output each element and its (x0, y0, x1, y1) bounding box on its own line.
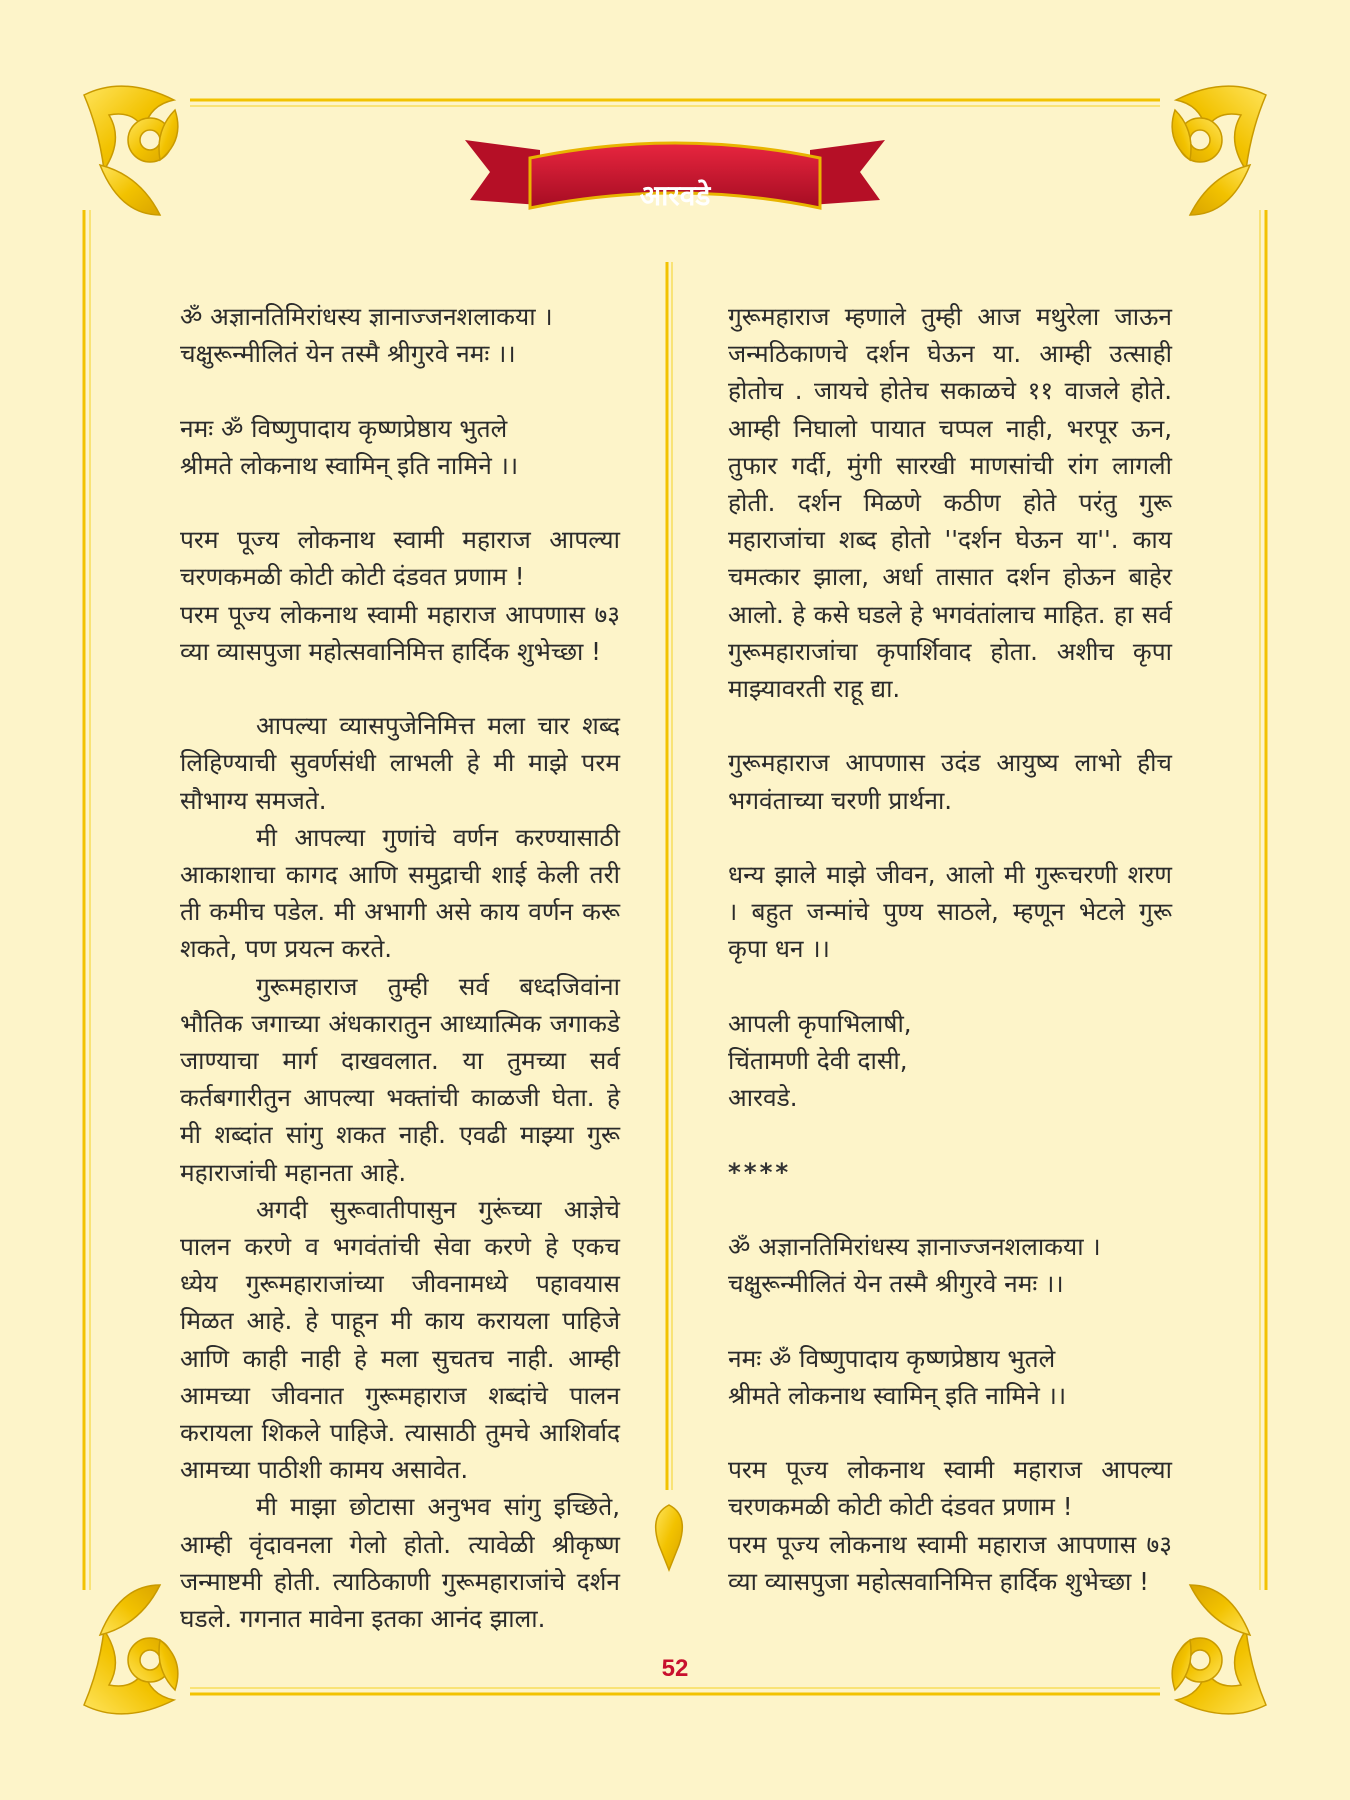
mantra-line: चक्षुरून्मीलितं येन तस्मै श्रीगुरवे नमः ।। (180, 339, 516, 369)
left-column (180, 298, 620, 1637)
signoff-line: चिंतामणी देवी दासी, (728, 1046, 908, 1076)
corner-ornament-bottom-right (1172, 1585, 1266, 1714)
greeting-paragraph: परम पूज्य लोकनाथ स्वामी महाराज आपणास ७३ व्या व्यासपुजा महोत्सवानिमित्त हार्दिक शुभेच्छा ! (180, 599, 620, 666)
body-paragraph: मी आपल्या गुणांचे वर्णन करण्यासाठी आकाशाचा कागद आणि समुद्राची शाई केली तरी ती कमीच पडेल. मी अभागी असे काय वर्णन करू शकते, पण प्रयत्न करते. (180, 822, 620, 964)
body-paragraph: गुरूमहाराज आपणास उदंड आयुष्य लाभो हीच भगवंताच्या चरणी प्रार्थना. (728, 748, 1172, 815)
corner-ornament-top-right (1172, 86, 1266, 215)
greeting-paragraph: परम पूज्य लोकनाथ स्वामी महाराज आपणास ७३ व्या व्यासपुजा महोत्सवानिमित्त हार्दिक शुभेच्छा ! (728, 1529, 1172, 1596)
body-paragraph: गुरूमहाराज तुम्ही सर्व बध्दजिवांना भौतिक जगाच्या अंधकारातुन आध्यात्मिक जगाकडे जाण्याचा मार्ग दाखवलात. या तुमच्या सर्व कर्तबगारीतुन आपल्या भक्तांची काळजी घेता. हे मी शब्दांत सांगु शकत नाही. एवढी माझ्या गुरू महाराजांची महानता आहे. (180, 971, 620, 1187)
mantra-line: श्रीमते लोकनाथ स्वामिन् इति नामिने ।। (180, 450, 519, 480)
corner-ornament-top-left (84, 86, 178, 215)
signoff-line: आपली कृपाभिलाषी, (728, 1008, 912, 1038)
mantra-line: ॐ अज्ञानतिमिरांधस्य ज्ञानाज्जनशलाकया । (728, 1232, 1101, 1261)
page-title: आरवडे (639, 179, 711, 212)
mantra-line: नमः ॐ विष्णुपादाय कृष्णप्रेष्ठाय भुतले (728, 1343, 1056, 1373)
body-paragraph: मी माझा छोटासा अनुभव सांगु इच्छिते, आम्ही वृंदावनला गेलो होतो. त्यावेळी श्रीकृष्ण जन्माष्टमी होती. त्याठिकाणी गुरूमहाराजांचे दर्शन घडले. गगनात मावेना इतका आनंद झाला. (180, 1492, 620, 1634)
mantra-line: नमः ॐ विष्णुपादाय कृष्णप्रेष्ठाय भुतले (180, 413, 508, 443)
greeting-paragraph: परम पूज्य लोकनाथ स्वामी महाराज आपल्या चरणकमळी कोटी कोटी दंडवत प्रणाम ! (180, 525, 620, 592)
mantra-line: श्रीमते लोकनाथ स्वामिन् इति नामिने ।। (728, 1380, 1067, 1410)
body-paragraph: आपल्या व्यासपुजेनिमित्त मला चार शब्द लिहिण्याची सुवर्णसंधी लाभली हे मी माझे परम सौभाग्य समजते. (180, 711, 620, 815)
greeting-paragraph: परम पूज्य लोकनाथ स्वामी महाराज आपल्या चरणकमळी कोटी कोटी दंडवत प्रणाम ! (728, 1455, 1172, 1522)
mantra-line: चक्षुरून्मीलितं येन तस्मै श्रीगुरवे नमः ।। (728, 1269, 1064, 1299)
page-number: 52 (661, 1655, 689, 1682)
corner-ornament-bottom-left (84, 1585, 178, 1714)
body-paragraph: गुरूमहाराज म्हणाले तुम्ही आज मथुरेला जाऊन जन्मठिकाणचे दर्शन घेऊन या. आम्ही उत्साही होतोच . जायचे होतेच सकाळचे ११ वाजले होते. आम्ही निघालो पायात चप्पल नाही, भरपूर ऊन, तुफार गर्दी, मुंगी सारखी माणसांची रांग लागली होती. दर्शन मिळणे कठीण होते परंतु गुरू महाराजांचा शब्द होतो ''दर्शन घेऊन या''. काय चमत्कार झाला, अर्धा तासात दर्शन होऊन बाहेर आलो. हे कसे घडले हे भगवंतांलाच माहित. हा सर्व गुरूमहाराजांचा कृपार्शिवाद होता. अशीच कृपा माझ्यावरती राहू द्या. (728, 302, 1172, 704)
right-column (728, 298, 1172, 1600)
body-paragraph: अगदी सुरूवातीपासुन गुरूंच्या आज्ञेचे पालन करणे व भगवंतांची सेवा करणे हे एकच ध्येय गुरूमहाराजांच्या जीवनामध्ये पहावयास मिळत आहे. हे पाहून मी काय करायला पाहिजे आणि काही नाही हे मला सुचतच नाही. आम्ही आमच्या जीवनात गुरूमहाराज शब्दांचे पालन करायला शिकले पाहिजे. त्यासाठी तुमचे आशिर्वाद आमच्या पाठीशी कामय असावेत. (180, 1194, 620, 1485)
mantra-line: ॐ अज्ञानतिमिरांधस्य ज्ञानाज्जनशलाकया । (180, 302, 553, 331)
verse-paragraph: धन्य झाले माझे जीवन, आलो मी गुरूचरणी शरण । बहुत जन्मांचे पुण्य साठले, म्हणून भेटले गुरू कृपा धन ।। (728, 860, 1172, 964)
column-divider (656, 262, 683, 1570)
section-separator: **** (728, 1157, 792, 1187)
signoff-line: आरवडे. (728, 1083, 798, 1113)
